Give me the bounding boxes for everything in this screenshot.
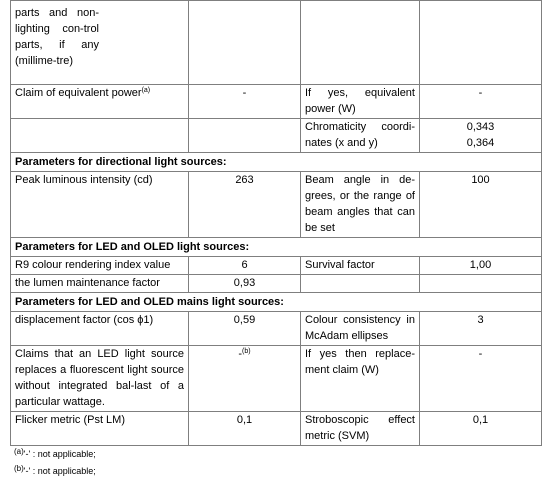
flicker-metric-value: 0,1: [189, 412, 301, 446]
section-header-mains: [11, 293, 542, 312]
replacement-claim-value: -: [238, 348, 243, 360]
displacement-factor-label: displacement factor (cos ϕ1): [11, 312, 189, 346]
equivalent-power-value: -: [189, 85, 301, 119]
table-row-nonlighting-parts: [11, 1, 542, 85]
beam-angle-label: Beam angle in de-grees, or the range of beam angles that can be set: [301, 172, 420, 238]
footnote-a-marker: (a): [14, 447, 24, 456]
table-row-flicker: [11, 412, 542, 446]
chromaticity-x-value: 0,343: [466, 121, 495, 133]
replacement-claim-label: Claims that an LED light source replaces a fluorescent light source without integrated bal-last of a particular wattage.: [11, 346, 189, 412]
equivalent-power-note-marker: (a): [141, 87, 151, 94]
lumen-maintenance-value: 0,93: [189, 275, 301, 293]
replacement-claim-watt-value: -: [420, 346, 542, 412]
footnotes: [14, 446, 96, 480]
table-row-peak-intensity: [11, 172, 542, 238]
section-header-directional: [11, 153, 542, 172]
survival-factor-label: Survival factor: [301, 257, 420, 275]
mains-header-text: Parameters for LED and OLED mains light sources:: [11, 293, 542, 312]
stroboscopic-value: 0,1: [420, 412, 542, 446]
footnote-a: [14, 446, 96, 463]
footnote-b-marker: (b): [14, 464, 24, 473]
colour-consistency-label: Colour consistency in McAdam ellipses: [301, 312, 420, 346]
peak-intensity-value: 263: [189, 172, 301, 238]
equivalent-power-claim-label: If yes, equivalent power (W): [301, 85, 420, 119]
survival-factor-value: 1,00: [420, 257, 542, 275]
flicker-metric-label: Flicker metric (Pst LM): [11, 412, 189, 446]
parameters-table: [10, 0, 542, 446]
r9-label: R9 colour rendering index value: [11, 257, 189, 275]
footnote-b-text: '-' : not applicable;: [23, 466, 96, 476]
table-row-chromaticity: [11, 119, 542, 153]
table-row-r9: [11, 257, 542, 275]
footnote-b: [14, 463, 96, 480]
replacement-claim-watt-label: If yes then replace-ment claim (W): [301, 346, 420, 412]
table-row-equivalent-power: [11, 85, 542, 119]
section-header-led: [11, 238, 542, 257]
table-row-displacement: [11, 312, 542, 346]
footnote-a-text: '-' : not applicable;: [23, 449, 96, 459]
equivalent-power-claim-value: -: [420, 85, 542, 119]
chromaticity-y-value: 0,364: [466, 137, 495, 149]
table-row-replacement-claim: [11, 346, 542, 412]
r9-value: 6: [189, 257, 301, 275]
displacement-factor-value: 0,59: [189, 312, 301, 346]
colour-consistency-value: 3: [420, 312, 542, 346]
beam-angle-value: 100: [420, 172, 542, 238]
lumen-maintenance-label: the lumen maintenance factor: [11, 275, 189, 293]
equivalent-power-label: Claim of equivalent power: [15, 87, 142, 99]
replacement-claim-note-marker: (b): [242, 348, 251, 355]
stroboscopic-label: Stroboscopic effect metric (SVM): [301, 412, 420, 446]
peak-intensity-label: Peak luminous intensity (cd): [11, 172, 189, 238]
nonlighting-parts-label: parts and non-lighting con-trol parts, if any (millime-tre): [15, 7, 99, 67]
led-header-text: Parameters for LED and OLED light sources:: [11, 238, 542, 257]
directional-header-text: Parameters for directional light sources:: [11, 153, 542, 172]
chromaticity-label: Chromaticity coordi-nates (x and y): [301, 119, 420, 153]
table-row-lumen-maintenance: [11, 275, 542, 293]
